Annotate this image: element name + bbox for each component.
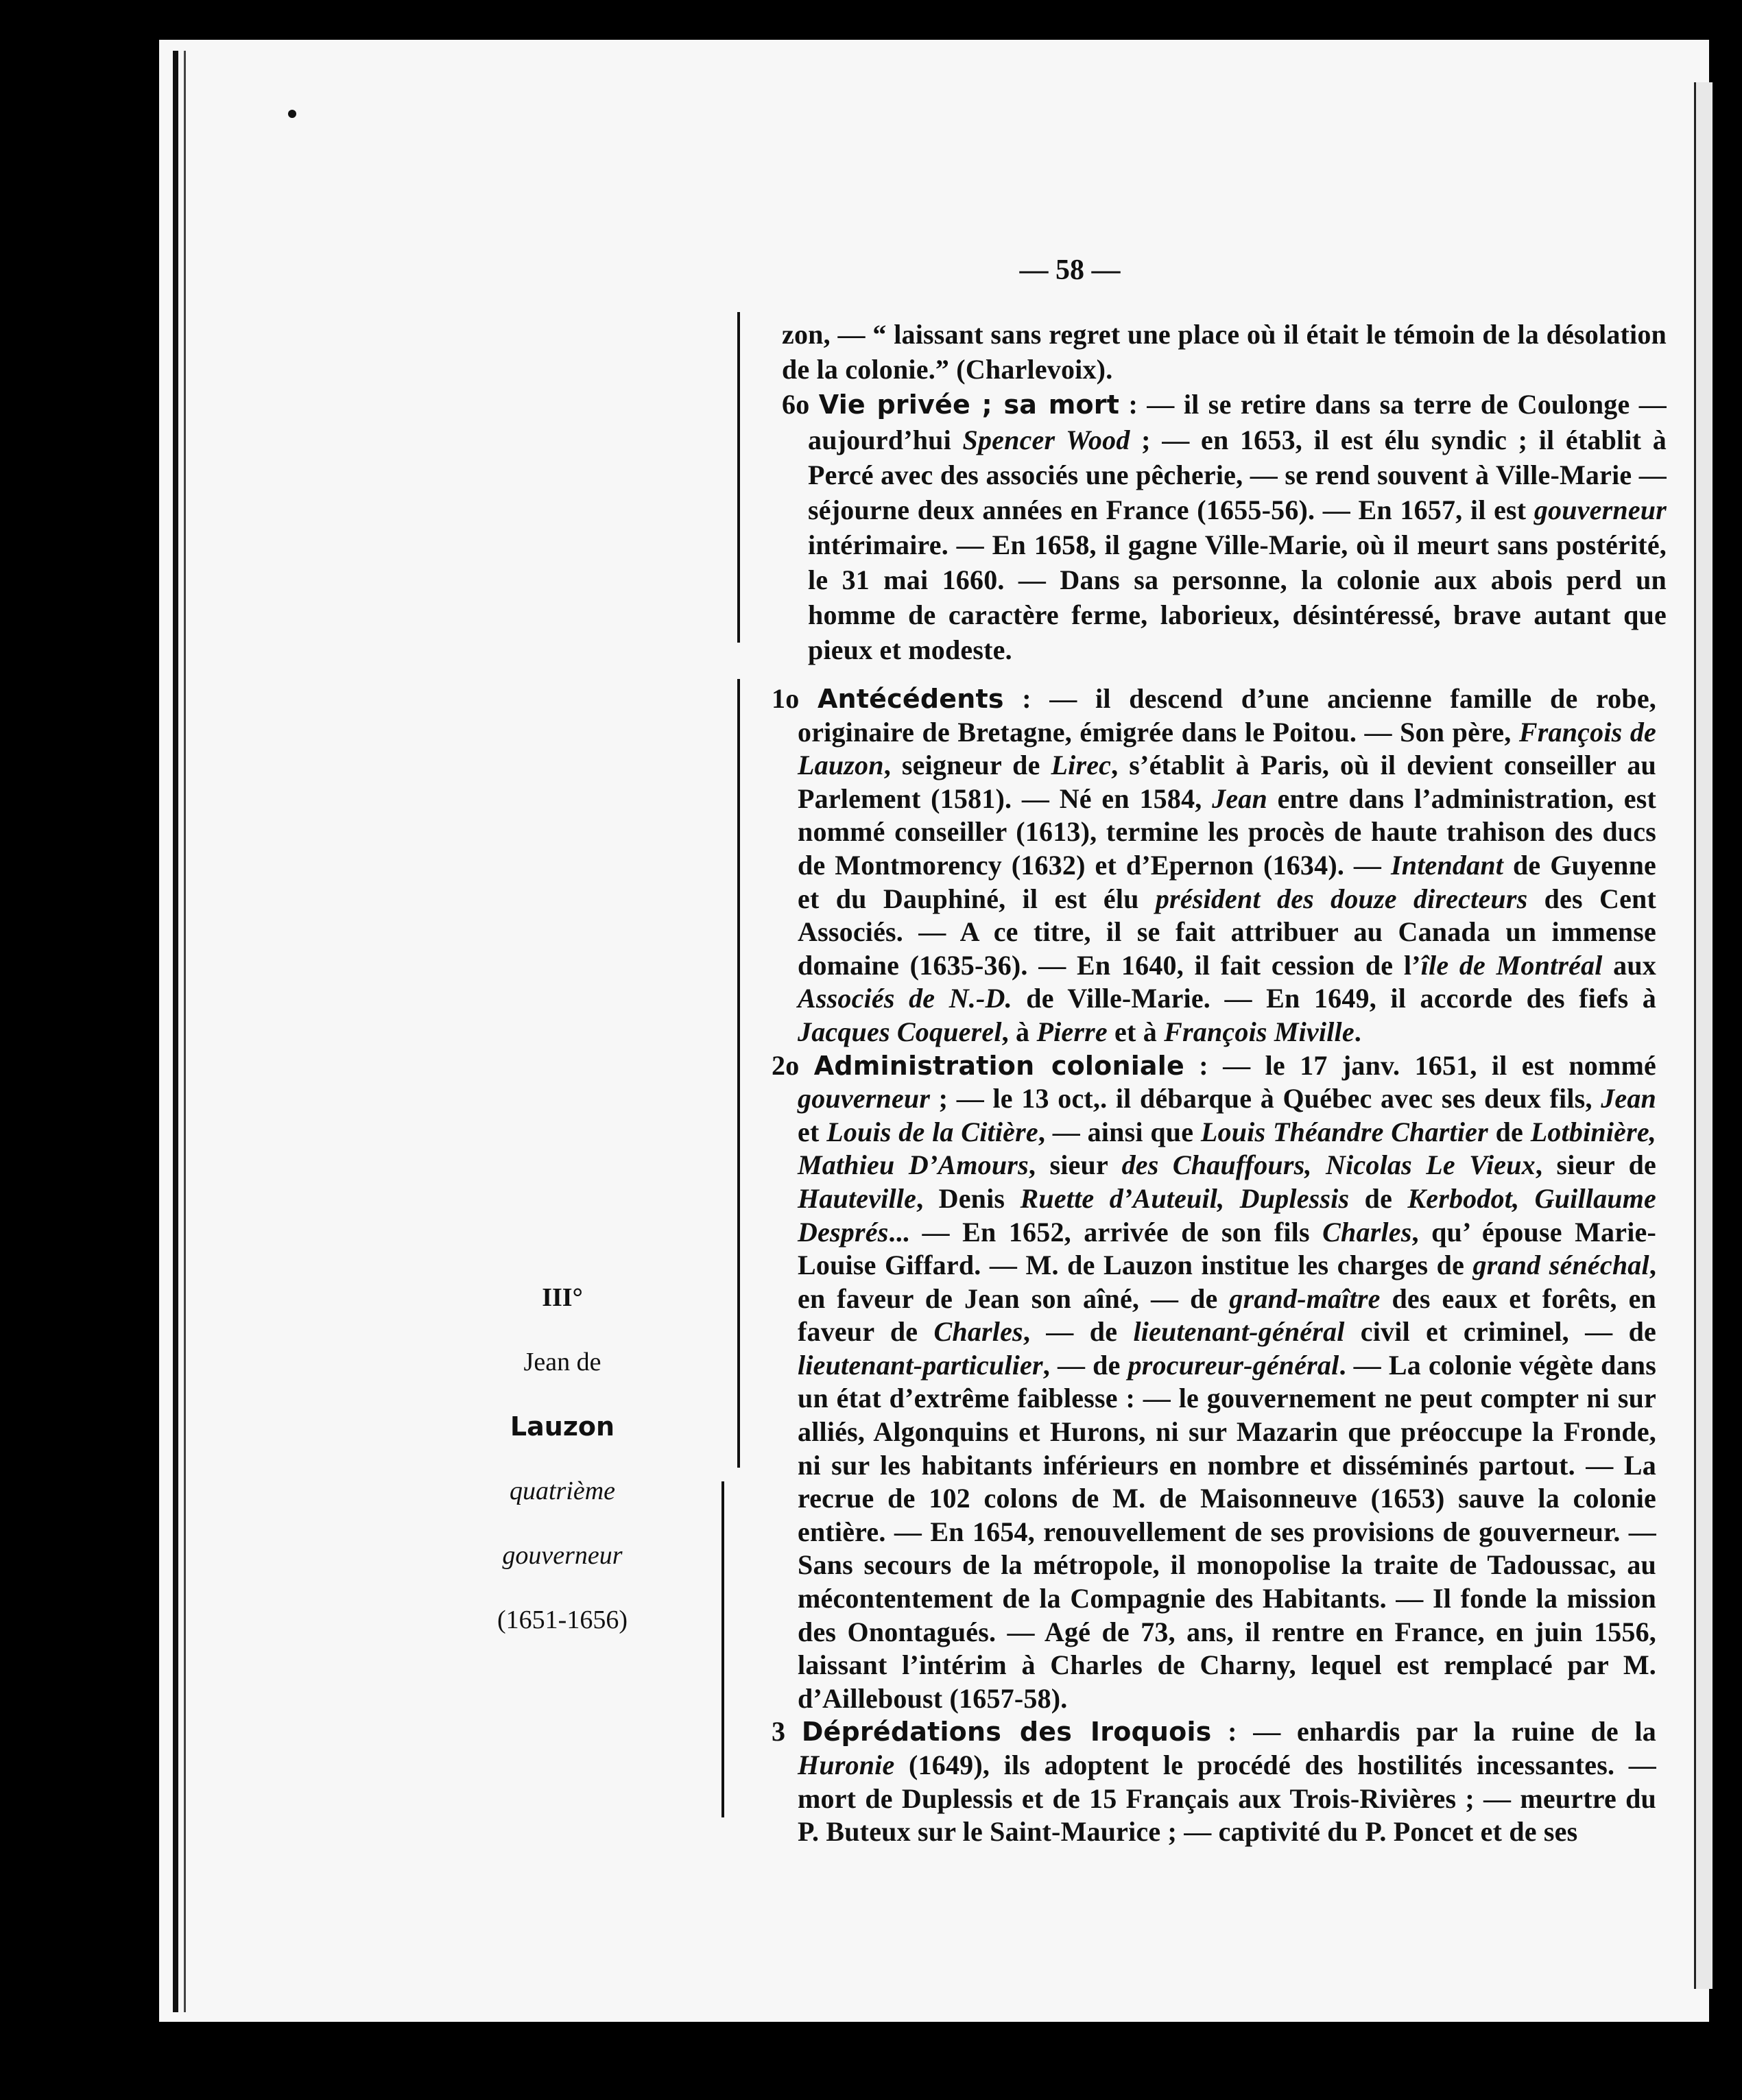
margin-rank: quatrième	[509, 1477, 616, 1505]
section-6-number: 6o	[782, 389, 810, 420]
italic-run: des Chauffours, Nicolas Le Vieux	[1121, 1149, 1536, 1181]
binding-edge-inner	[184, 51, 186, 2012]
section-1-paragraph	[772, 682, 1656, 1049]
italic-run: Charles	[1322, 1216, 1412, 1248]
section-2-heading: Administration coloniale	[813, 1050, 1184, 1081]
italic-run: Jean	[1601, 1083, 1656, 1114]
text-run: intérimaire. — En 1658, il gagne Ville-Marie, où il meurt sans postérité, le 31 mai 1660. — Dans sa personne, la colonie aux abois perd un homme de caractère ferme, laborieux, désintéressé, brave autant que pieux et modeste.	[808, 529, 1667, 665]
text-run: et	[798, 1116, 827, 1147]
top-brace-line	[737, 312, 740, 643]
page-number: — 58 —	[1019, 254, 1121, 286]
italic-run: Jacques Coquerel	[798, 1016, 1002, 1047]
main-text-block	[772, 682, 1656, 1849]
text-run: : — il se retire dans sa terre de Coulonge — aujourd’hui	[808, 389, 1667, 455]
italic-run: gouverneur	[798, 1083, 931, 1114]
italic-run: Ruette d’Auteuil, Duplessis	[1020, 1182, 1350, 1214]
margin-dates: (1651-1656)	[497, 1606, 628, 1634]
text-run: , Denis	[916, 1182, 1021, 1214]
section-6-heading: Vie privée ; sa mort	[818, 390, 1120, 420]
italic-run: gouverneur	[1534, 494, 1667, 525]
margin-line-name: Jean de	[523, 1348, 601, 1376]
binding-edge	[173, 51, 178, 2012]
margin-heading	[473, 1282, 652, 1669]
text-run: , à	[1001, 1016, 1037, 1047]
text-run: des eaux et forêts, en faveur de	[798, 1282, 1656, 1348]
main-brace-lower	[721, 1481, 724, 1817]
text-run: et à	[1107, 1016, 1165, 1047]
text-run: , sieur	[1028, 1149, 1122, 1181]
text-run: , seigneur de	[883, 750, 1051, 781]
text-run: ; — le 13 oct,. il débarque à Québec avec ses deux fils,	[930, 1083, 1601, 1114]
section-3-paragraph	[772, 1715, 1656, 1848]
margin-title: gouverneur	[502, 1541, 623, 1570]
margin-roman-numeral: III°	[542, 1283, 583, 1312]
main-brace-upper	[737, 679, 740, 1468]
section-1-number: 1o	[772, 683, 800, 714]
text-run: , sieur de	[1535, 1149, 1657, 1181]
italic-run: Pierre	[1036, 1016, 1108, 1047]
italic-run: île de Montréal	[1420, 949, 1603, 981]
section-3-heading: Déprédations des Iroquois	[801, 1717, 1212, 1747]
top-text-block	[782, 317, 1667, 667]
italic-run: Huronie	[798, 1750, 895, 1780]
text-run: : — enhardis par la ruine de la	[1211, 1716, 1657, 1747]
margin-surname: Lauzon	[510, 1411, 615, 1442]
section-2-number: 2o	[772, 1049, 800, 1081]
italic-run: Louis Théandre Chartier	[1200, 1116, 1488, 1147]
text-run: , — de	[1023, 1316, 1134, 1348]
section-2-paragraph	[772, 1049, 1656, 1716]
text-run: civil et criminel, — de	[1344, 1316, 1657, 1348]
italic-run: Jean	[1212, 783, 1267, 814]
text-run: : — le 17 janv. 1651, il est nommé	[1184, 1049, 1656, 1081]
text-run: , — de	[1042, 1349, 1128, 1381]
text-run: de	[1349, 1182, 1408, 1214]
text-run: . — La colonie végète dans un état d’extrême faiblesse : — le gouvernement ne peut compter ni sur alliés, Algonquins et Hurons, ni sur Mazarin que préoccupe la Fronde, ni sur les habitants inférieurs en nombre et disséminés partout. — La recrue de 102 colons de M. de Maisonneuve (1653) sauve la colonie entière. — En 1654, renouvellement de ses provisions de gouverneur. — Sans secours de la métropole, il monopolise la traite de Tadoussac, au mécontentement de la Compagnie des Habitants. — Il fonde la mission des Onontagués. — Agé de 73, ans, il rentre en France, en juin 1556, laissant l’intérim à Charles de Charny, lequel est remplacé par M. d’Ailleboust (1657-58).	[798, 1349, 1656, 1714]
italic-run: grand sénéchal	[1472, 1250, 1649, 1281]
continuation-paragraph: zon, — “ laissant sans regret une place où il était le témoin de la désolation de la colonie.” (Charlevoix).	[782, 319, 1667, 385]
italic-run: président des douze directeurs	[1155, 883, 1528, 914]
text-run: de	[1488, 1116, 1531, 1147]
italic-run: Lirec	[1051, 750, 1112, 781]
italic-run: François de Lauzon	[798, 716, 1656, 781]
text-run: ... — En 1652, arrivée de son fils	[888, 1216, 1323, 1248]
italic-run: grand-maître	[1229, 1282, 1381, 1314]
italic-run: Intendant	[1391, 849, 1504, 881]
italic-run: procureur-général	[1127, 1349, 1339, 1381]
section-3-number: 3	[772, 1716, 786, 1747]
text-run: de Guyenne et du Dauphiné, il est élu	[798, 849, 1657, 914]
text-run: des Cent Associés. — A ce titre, il se fait attribuer au Canada un immense domaine (1635-36). — En 1640, il fait cession de l’	[798, 883, 1657, 981]
italic-run: Hauteville	[798, 1182, 917, 1214]
italic-run: Lotbinière, Mathieu D’Amours	[798, 1116, 1657, 1181]
text-run: , — ainsi que	[1038, 1116, 1201, 1147]
section-1-heading: Antécédents	[817, 684, 1004, 714]
section-6-paragraph	[782, 387, 1667, 667]
text-run: .	[1354, 1016, 1361, 1047]
next-page-edge	[1694, 82, 1713, 1989]
italic-run: François Miville	[1164, 1016, 1355, 1047]
text-run: entre dans l’administration, est nommé conseiller (1613), termine les procès de haute trahison des ducs de Montmorency (1632) et d’Epernon (1634). —	[798, 783, 1656, 881]
italic-run: Charles	[933, 1316, 1023, 1348]
text-run: : — il descend d’une ancienne famille de robe, originaire de Bretagne, émigrée dans le Poitou. — Son père,	[798, 683, 1656, 748]
italic-run: lieutenant-particulier	[798, 1349, 1043, 1381]
text-run: de Ville-Marie. — En 1649, il accorde des fiefs à	[1012, 983, 1657, 1014]
text-run: ; — en 1653, il est élu syndic ; il établit à Percé avec des associés une pêcherie, — se rend souvent à Ville-Marie — séjourne deux années en France (1655-56). — En 1657, il est	[808, 425, 1667, 525]
italic-run: Associés de N.-D.	[798, 983, 1012, 1014]
text-run: , qu’ épouse Marie-Louise Giffard. — M. de Lauzon institue les charges de	[798, 1216, 1656, 1281]
italic-run: Kerbodot, Guillaume Després	[798, 1182, 1656, 1248]
text-run: , en faveur de Jean son aîné, — de	[798, 1250, 1657, 1314]
text-run: , s’établit à Paris, où il devient conseiller au Parlement (1581). — Né en 1584,	[798, 750, 1657, 814]
italic-run: Spencer Wood	[962, 425, 1130, 455]
ink-dot	[288, 110, 296, 118]
italic-run: Louis de la Citière	[826, 1116, 1038, 1147]
italic-run: lieutenant-général	[1133, 1316, 1345, 1348]
text-run: (1649), ils adoptent le procédé des hostilités incessantes. — mort de Duplessis et de 15 Français aux Trois-Rivières ; — meurtre du P. Buteux sur le Saint-Maurice ; — captivité du P. Poncet et de ses	[798, 1750, 1656, 1848]
text-run: aux	[1602, 949, 1656, 981]
